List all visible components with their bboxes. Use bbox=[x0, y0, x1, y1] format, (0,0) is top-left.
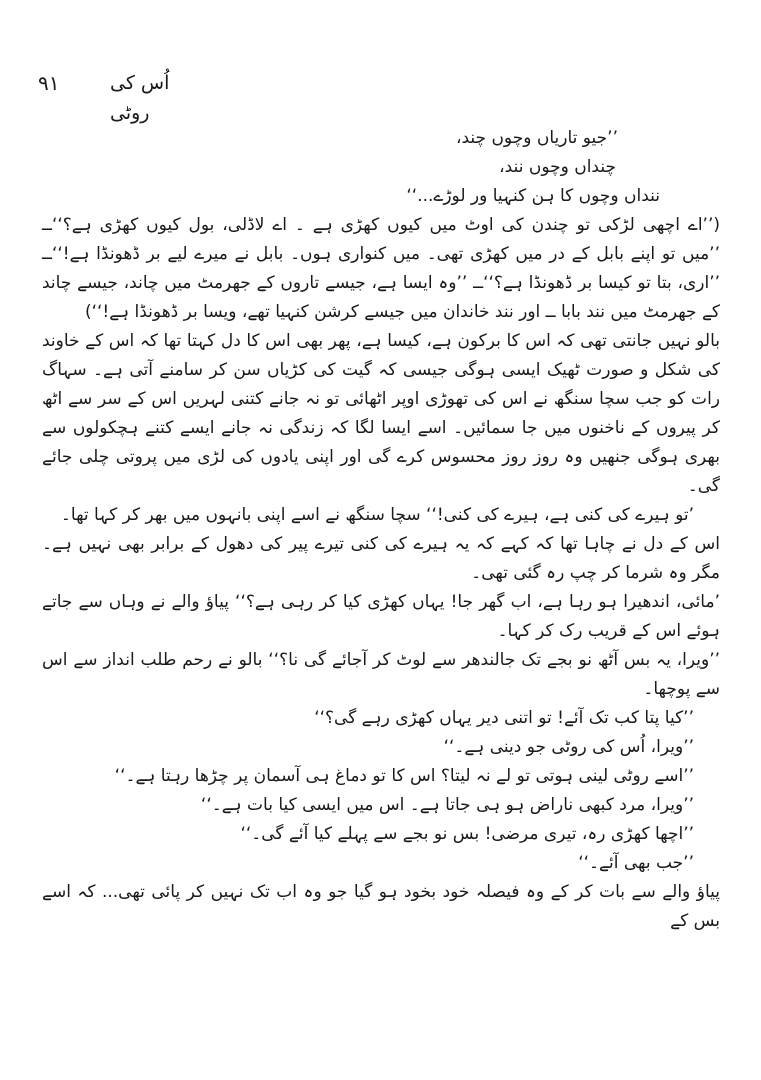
page-body bbox=[42, 124, 720, 936]
verse-line-3: ننداں وچوں کا ہن کنہیا ور لوڑے...‘‘ bbox=[406, 186, 660, 206]
paragraph-balo: بالو نہیں جانتی تھی کہ اس کا برکون ہے، کیسا ہے، پھر بھی اس کا دل کہتا تھا کہ اس کے خاوند کی شکل و صورت ٹھیک ایسی ہوگی جیسی کہ گیت کی کڑیاں سن کر سامنے آتی ہے۔ سہاگ رات کو جب سچا سنگھ نے اس کی تھوڑی اوپر اٹھائی تو نہ جانے کتنی لہریں اس کے سر سے اٹھ کر پیروں کے ناخنوں میں جا سمائیں۔ اسے ایسا لگا کہ زندگی نہ جانے ایسے کتنے ہچکولوں سے بھری ہوگی جنھیں وہ روز روز محسوس کرے گی اور اپنی یادوں کی لڑی میں پروتی چلی جائے گی۔ bbox=[42, 331, 720, 496]
dialogue-line-2: ’’ویرا، اُس کی روٹی جو دینی ہے۔‘‘ bbox=[443, 737, 694, 757]
verse-line-1: ’’جیو تاریاں وچوں چند، bbox=[456, 128, 618, 148]
dialogue-line-3: ’’اسے روٹی لینی ہوتی تو لے نہ لیتا؟ اس کا تو دماغ ہی آسمان پر چڑھا رہتا ہے۔‘‘ bbox=[114, 766, 694, 786]
verse-line-2: چنداں وچوں نند، bbox=[499, 157, 616, 177]
page-number: ٩١ bbox=[38, 71, 60, 95]
paragraph-closing: پیاؤ والے سے بات کر کے وہ فیصلہ خود بخود ہو گیا جو وہ اب تک نہیں کر پائی تھی... کہ اسے بس کے bbox=[42, 882, 720, 931]
dialogue-line-5: ’’اچھا کھڑی رہ، تیری مرضی! بس نو بجے سے پہلے کیا آئے گی۔‘‘ bbox=[240, 824, 694, 844]
paragraph-diamond: ’تو ہیرے کی کنی ہے، ہیرے کی کنی!‘‘ سچا سنگھ نے اسے اپنی بانہوں میں بھر کر کہا تھا۔ bbox=[60, 505, 694, 525]
running-title: اُس کی روٹی bbox=[110, 72, 170, 124]
paragraph-mai: ’مائی، اندھیرا ہو رہا ہے، اب گھر جا! یہاں کھڑی کیا کر رہی ہے؟‘‘ پیاؤ والے نے وہاں سے جاتے ہوئے اس کے قریب رک کر کہا۔ bbox=[42, 592, 720, 641]
page-header bbox=[0, 68, 761, 124]
paragraph-translation: (’’اے اچھی لڑکی تو چندن کی اوٹ میں کیوں کھڑی ہے ۔ اے لاڈلی، بول کیوں کھڑی ہے؟‘‘ــ ’’میں تو اپنے بابل کے در میں کھڑی تھی۔ میں کنواری ہوں۔ بابل نے میرے لیے بر ڈھونڈا ہے!‘‘ــ ’’اری، بتا تو کیسا بر ڈھونڈا ہے؟‘‘ــ ’’وہ ایسا ہے، جیسے تاروں کے جھرمٹ میں چاند، جیسے چاند کے جھرمٹ میں نند بابا ــ اور نند خاندان میں جیسے کرشن کنہیا تھے، ویسا بر ڈھونڈا ہے!‘‘) bbox=[42, 215, 720, 322]
dialogue-line-6: ’’جب بھی آئے۔‘‘ bbox=[578, 853, 694, 873]
paragraph-heart: اس کے دل نے چاہا تھا کہ کہے کہ یہ ہیرے کی کنی تیرے پیر کی دھول کے برابر بھی نہیں ہے۔ مگر وہ شرما کر چپ رہ گئی تھی۔ bbox=[42, 534, 720, 583]
dialogue-line-4: ’’ویرا، مرد کبھی ناراض ہو ہی جاتا ہے۔ اس میں ایسی کیا بات ہے۔‘‘ bbox=[200, 795, 694, 815]
paragraph-veera: ’’ویرا، یہ بس آٹھ نو بجے تک جالندھر سے لوٹ کر آجائے گی نا؟‘‘ بالو نے رحم طلب انداز سے اس سے پوچھا۔ bbox=[42, 650, 720, 699]
dialogue-line-1: ’’کیا پتا کب تک آئے! تو اتنی دیر یہاں کھڑی رہے گی؟‘‘ bbox=[314, 708, 694, 728]
